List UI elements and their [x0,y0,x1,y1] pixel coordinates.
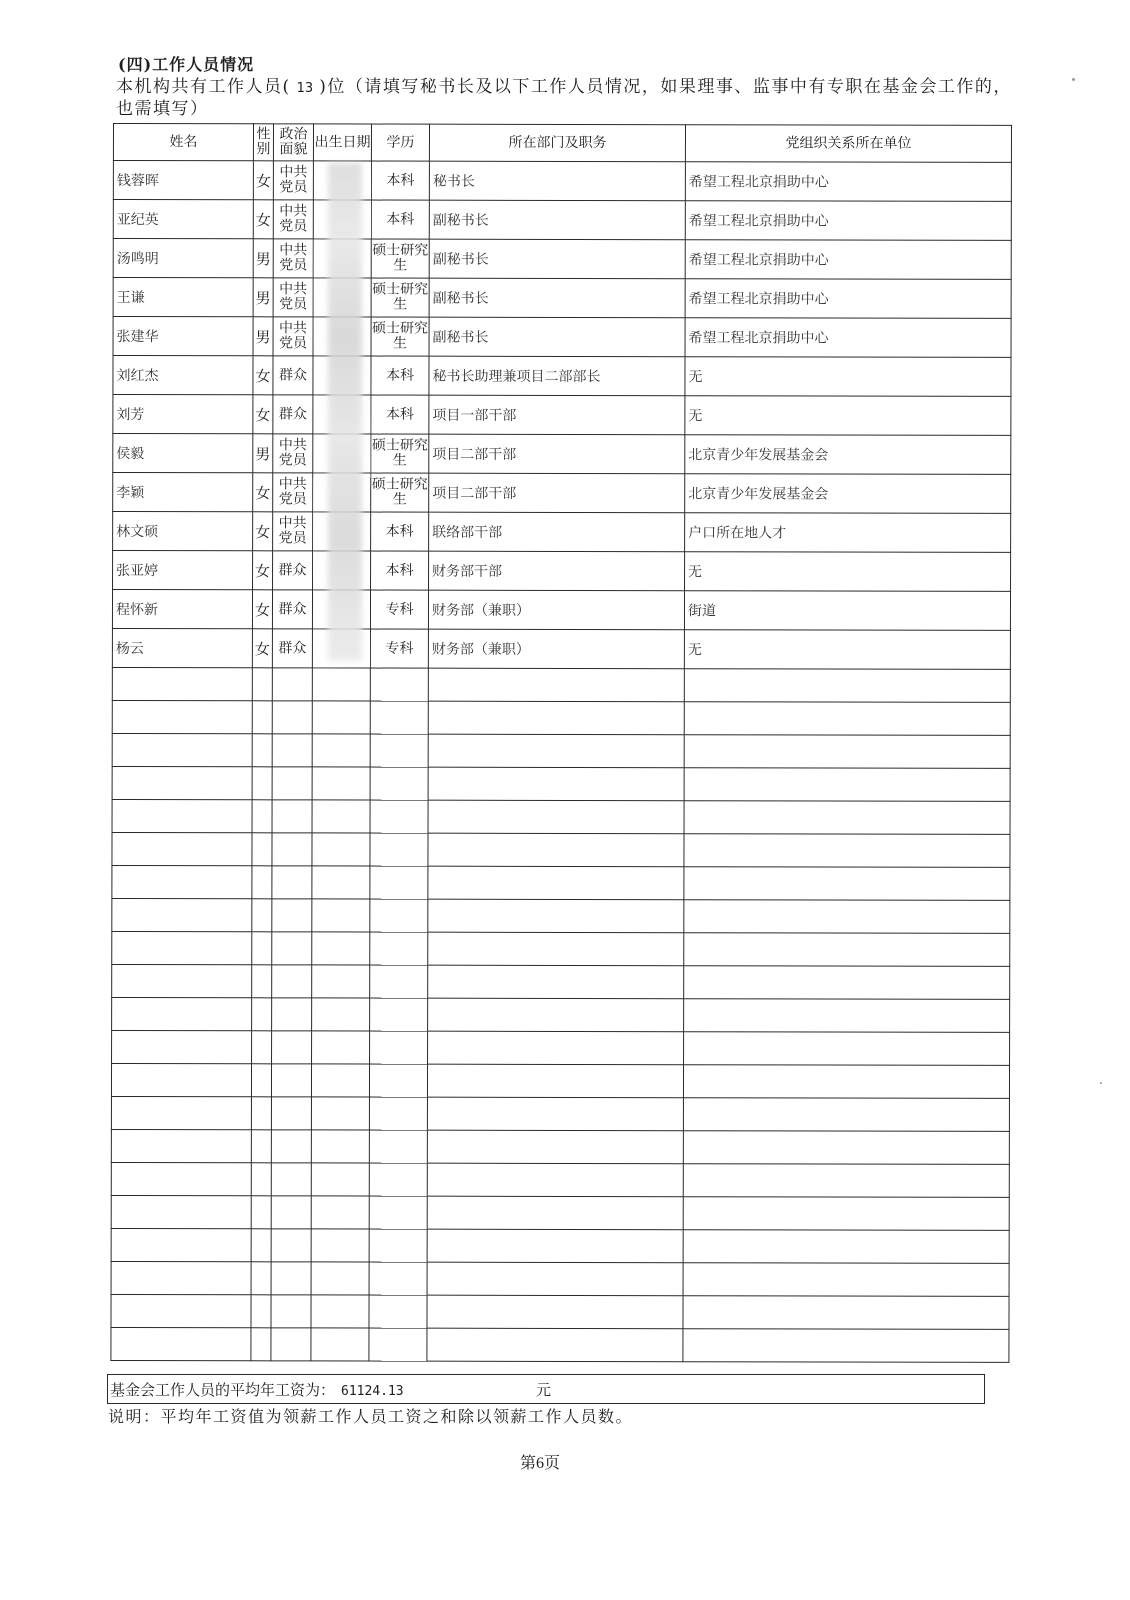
empty-cell [311,1097,369,1130]
cell-party-unit: 街道 [684,591,1010,631]
empty-cell [111,1228,251,1261]
cell-education: 硕士研究生 [371,317,429,356]
empty-cell [684,669,1010,703]
cell-name: 亚纪英 [113,200,253,239]
salary-unit: 元 [536,1381,552,1399]
empty-cell [370,767,428,800]
empty-cell [428,767,684,801]
cell-department: 项目二部干部 [429,434,685,474]
cell-party-unit: 希望工程北京捐助中心 [685,318,1011,358]
cell-politics: 中共党员 [273,239,313,278]
cell-party-unit: 无 [685,552,1011,592]
empty-cell [251,1262,271,1295]
empty-cell [683,1296,1009,1330]
empty-table-row [111,1327,1009,1362]
cell-name: 李颖 [113,473,253,512]
table-row [112,628,1010,669]
empty-cell [272,932,312,965]
cell-name: 刘芳 [113,395,253,434]
cell-gender: 女 [253,200,273,239]
empty-cell [251,1328,271,1361]
cell-party-unit: 北京青少年发展基金会 [685,474,1011,514]
empty-cell [370,965,428,998]
empty-cell [428,866,684,900]
empty-cell [272,866,312,899]
empty-cell [112,733,252,766]
empty-cell [428,800,684,834]
empty-cell [370,833,428,866]
empty-cell [271,1262,311,1295]
empty-table-row [112,766,1010,801]
empty-cell [683,1131,1009,1165]
cell-politics: 中共党员 [273,434,313,473]
empty-cell [111,1096,251,1129]
empty-cell [311,1295,369,1328]
empty-cell [369,1196,427,1229]
cell-gender: 女 [253,551,273,590]
cell-department: 副秘书长 [429,200,685,240]
scan-speck [1072,78,1075,81]
empty-cell [111,1063,251,1096]
cell-education: 硕士研究生 [371,278,429,317]
empty-table-row [111,1195,1009,1230]
cell-politics: 群众 [273,395,313,434]
table-row [113,473,1011,514]
cell-gender: 男 [253,239,273,278]
cell-department: 财务部（兼职） [428,590,684,630]
cell-education: 专科 [370,629,428,668]
empty-cell [252,800,272,833]
cell-gender: 女 [253,473,273,512]
empty-cell [311,1229,369,1262]
cell-department: 秘书长助理兼项目二部部长 [429,356,685,396]
cell-gender: 女 [253,161,273,200]
cell-party-unit: 希望工程北京捐助中心 [685,240,1011,280]
header-department: 所在部门及职务 [429,124,685,162]
cell-name: 林文硕 [113,512,253,551]
empty-cell [311,1163,369,1196]
table-row [113,434,1011,475]
empty-table-row [111,1228,1009,1263]
empty-cell [252,866,272,899]
empty-cell [272,998,312,1031]
empty-cell [272,800,312,833]
empty-cell [428,668,684,702]
empty-cell [683,1065,1009,1099]
cell-name: 程怀新 [112,590,252,629]
intro-suffix: )位（请填写秘书长及以下工作人员情况，如果理事、监事中有专职在基金会工作的，也需填写） [116,77,1012,119]
empty-cell [370,701,428,734]
empty-cell [272,899,312,932]
cell-gender: 女 [252,590,272,629]
empty-cell [252,734,272,767]
header-politics: 政治面貌 [273,124,313,161]
section-title: (四)工作人员情况 [118,55,255,74]
salary-value: 61124.13 [341,1384,404,1399]
table-row [113,551,1011,592]
empty-cell [684,900,1010,934]
empty-cell [683,1329,1009,1363]
cell-department: 秘书长 [429,161,685,201]
empty-cell [271,1097,311,1130]
empty-cell [312,701,370,734]
cell-politics: 中共党员 [273,161,313,200]
empty-table-row [112,964,1010,999]
empty-table-row [111,1294,1009,1329]
cell-department: 副秘书长 [429,317,685,357]
empty-cell [684,834,1010,868]
empty-cell [252,899,272,932]
empty-cell [370,1031,428,1064]
empty-table-row [111,1162,1009,1197]
empty-cell [271,1064,311,1097]
empty-cell [272,965,312,998]
empty-cell [272,701,312,734]
empty-cell [684,702,1010,736]
empty-cell [428,965,684,999]
empty-cell [428,1031,684,1065]
cell-politics: 中共党员 [273,473,313,512]
empty-cell [683,1263,1009,1297]
empty-cell [312,1031,370,1064]
cell-politics: 群众 [272,590,312,629]
cell-gender: 男 [253,278,273,317]
cell-education: 本科 [371,200,429,239]
empty-cell [252,965,272,998]
cell-education: 本科 [371,161,429,200]
cell-party-unit: 希望工程北京捐助中心 [685,279,1011,319]
cell-party-unit: 无 [685,396,1011,436]
empty-cell [370,899,428,932]
cell-name: 汤鸣明 [113,239,253,278]
empty-cell [112,832,252,865]
empty-table-row [111,1096,1009,1131]
empty-cell [251,1196,271,1229]
table-row [112,590,1010,631]
empty-cell [252,767,272,800]
empty-cell [369,1064,427,1097]
empty-cell [111,1327,251,1360]
empty-cell [427,1328,683,1362]
empty-cell [684,801,1010,835]
empty-cell [252,833,272,866]
empty-cell [370,932,428,965]
header-name: 姓名 [113,124,253,161]
cell-education: 硕士研究生 [371,434,429,473]
empty-cell [252,701,272,734]
cell-name: 侯毅 [113,434,253,473]
empty-cell [272,767,312,800]
table-row [113,395,1011,436]
empty-cell [684,1032,1010,1066]
cell-politics: 中共党员 [273,512,313,551]
empty-cell [427,1295,683,1329]
empty-cell [112,964,252,997]
empty-cell [684,867,1010,901]
empty-cell [251,1097,271,1130]
empty-cell [684,966,1010,1000]
cell-department: 联络部干部 [429,512,685,552]
cell-politics: 中共党员 [273,278,313,317]
header-education: 学历 [371,124,429,161]
cell-name: 刘红杰 [113,356,253,395]
cell-politics: 群众 [273,356,313,395]
empty-cell [428,932,684,966]
empty-table-row [112,1030,1010,1065]
empty-table-row [112,733,1010,768]
empty-cell [311,1262,369,1295]
cell-politics: 中共党员 [273,317,313,356]
empty-cell [111,1162,251,1195]
page-number-prefix: 第 [520,1453,537,1472]
empty-cell [427,1163,683,1197]
empty-cell [112,667,252,700]
cell-education: 本科 [371,551,429,590]
empty-cell [271,1130,311,1163]
empty-table-row [111,1261,1009,1296]
empty-cell [271,1163,311,1196]
table-row [113,512,1011,553]
empty-cell [428,899,684,933]
cell-party-unit: 户口所在地人才 [685,513,1011,553]
empty-cell [427,1262,683,1296]
cell-department: 副秘书长 [429,278,685,318]
empty-cell [369,1295,427,1328]
header-party-unit: 党组织关系所在单位 [685,125,1011,163]
empty-cell [369,1262,427,1295]
cell-gender: 男 [253,434,273,473]
empty-table-row [112,700,1010,735]
empty-cell [111,1129,251,1162]
empty-cell [684,933,1010,967]
staff-table-body [111,161,1012,1363]
table-row [113,239,1011,280]
salary-row [107,1374,985,1404]
cell-party-unit: 无 [684,630,1010,670]
cell-name: 张建华 [113,317,253,356]
intro-prefix: 本机构共有工作人员( [116,77,291,97]
empty-cell [251,1163,271,1196]
empty-cell [112,931,252,964]
empty-cell [312,833,370,866]
empty-cell [251,1130,271,1163]
empty-cell [271,1295,311,1328]
empty-cell [272,833,312,866]
empty-cell [683,1098,1009,1132]
page-number-value: 6 [536,1455,545,1472]
empty-cell [427,1196,683,1230]
cell-name: 王谦 [113,278,253,317]
cell-party-unit: 北京青少年发展基金会 [685,435,1011,475]
empty-cell [684,768,1010,802]
empty-cell [112,865,252,898]
empty-cell [428,734,684,768]
cell-gender: 男 [253,317,273,356]
cell-gender: 女 [253,512,273,551]
empty-cell [311,1130,369,1163]
empty-cell [428,833,684,867]
empty-cell [271,1229,311,1262]
empty-cell [252,932,272,965]
empty-cell [252,1031,272,1064]
cell-party-unit: 希望工程北京捐助中心 [685,162,1011,202]
cell-politics: 群众 [273,551,313,590]
empty-cell [251,1295,271,1328]
empty-cell [427,1130,683,1164]
staff-count: 13 [296,81,314,96]
empty-cell [272,1031,312,1064]
empty-cell [251,1064,271,1097]
cell-education: 本科 [371,512,429,551]
empty-table-row [112,667,1010,702]
empty-cell [112,700,252,733]
table-row [113,161,1011,202]
empty-cell [311,1196,369,1229]
empty-cell [312,932,370,965]
salary-label: 基金会工作人员的平均年工资为： [110,1381,336,1399]
empty-cell [312,800,370,833]
redacted-birth-dates [328,163,362,661]
page-number [520,1450,560,1473]
empty-cell [369,1328,427,1361]
cell-gender: 女 [253,395,273,434]
empty-cell [370,734,428,767]
empty-cell [111,1261,251,1294]
empty-cell [271,1196,311,1229]
cell-name: 杨云 [112,628,252,667]
empty-cell [112,898,252,931]
cell-education: 硕士研究生 [371,239,429,278]
empty-table-row [112,832,1010,867]
empty-cell [370,668,428,701]
empty-cell [369,1229,427,1262]
empty-cell [683,1197,1009,1231]
empty-cell [252,668,272,701]
empty-cell [312,767,370,800]
cell-name: 张亚婷 [113,551,253,590]
cell-gender: 女 [253,356,273,395]
empty-cell [683,1230,1009,1264]
empty-cell [428,701,684,735]
cell-department: 项目一部干部 [429,395,685,435]
empty-cell [312,668,370,701]
empty-table-row [111,1129,1009,1164]
empty-table-row [111,1063,1009,1098]
empty-cell [312,998,370,1031]
cell-politics: 群众 [272,629,312,668]
empty-table-row [112,997,1010,1032]
cell-gender: 女 [252,629,272,668]
empty-cell [427,1229,683,1263]
cell-department: 项目二部干部 [429,473,685,513]
cell-education: 专科 [370,590,428,629]
empty-cell [427,1064,683,1098]
table-row [113,356,1011,397]
cell-name: 钱蓉晖 [113,161,253,200]
empty-table-row [112,799,1010,834]
cell-education: 硕士研究生 [371,473,429,512]
empty-cell [684,735,1010,769]
empty-cell [111,1195,251,1228]
page-number-suffix: 页 [544,1453,561,1472]
empty-cell [428,998,684,1032]
table-row [113,317,1011,358]
empty-cell [311,1064,369,1097]
cell-party-unit: 希望工程北京捐助中心 [685,201,1011,241]
cell-department: 财务部（兼职） [428,629,684,669]
scan-speck [1100,1082,1102,1084]
empty-cell [112,1030,252,1063]
staff-table [110,123,1012,1363]
empty-cell [312,965,370,998]
empty-cell [112,799,252,832]
empty-cell [370,800,428,833]
empty-cell [112,766,252,799]
cell-education: 本科 [371,356,429,395]
empty-cell [312,734,370,767]
cell-party-unit: 无 [685,357,1011,397]
empty-cell [369,1130,427,1163]
empty-table-row [112,898,1010,933]
cell-education: 本科 [371,395,429,434]
intro-text [116,77,1016,119]
empty-cell [272,668,312,701]
empty-cell [251,1229,271,1262]
table-row [113,278,1011,319]
cell-politics: 中共党员 [273,200,313,239]
empty-cell [427,1097,683,1131]
header-birth: 出生日期 [313,124,371,161]
empty-cell [112,997,252,1030]
empty-cell [312,899,370,932]
table-header-row [113,124,1011,163]
empty-cell [370,998,428,1031]
empty-table-row [112,865,1010,900]
empty-cell [252,998,272,1031]
empty-cell [369,1097,427,1130]
empty-cell [311,1328,369,1361]
empty-cell [272,734,312,767]
empty-cell [684,999,1010,1033]
empty-cell [683,1164,1009,1198]
empty-table-row [112,931,1010,966]
cell-department: 财务部干部 [429,551,685,591]
empty-cell [370,866,428,899]
header-gender: 性别 [253,124,273,161]
cell-department: 副秘书长 [429,239,685,279]
explanation-note: 说明：平均年工资值为领薪工作人员工资之和除以领薪工作人员数。 [108,1407,634,1426]
empty-cell [271,1328,311,1361]
empty-cell [111,1294,251,1327]
empty-cell [312,866,370,899]
table-row [113,200,1011,241]
empty-cell [369,1163,427,1196]
